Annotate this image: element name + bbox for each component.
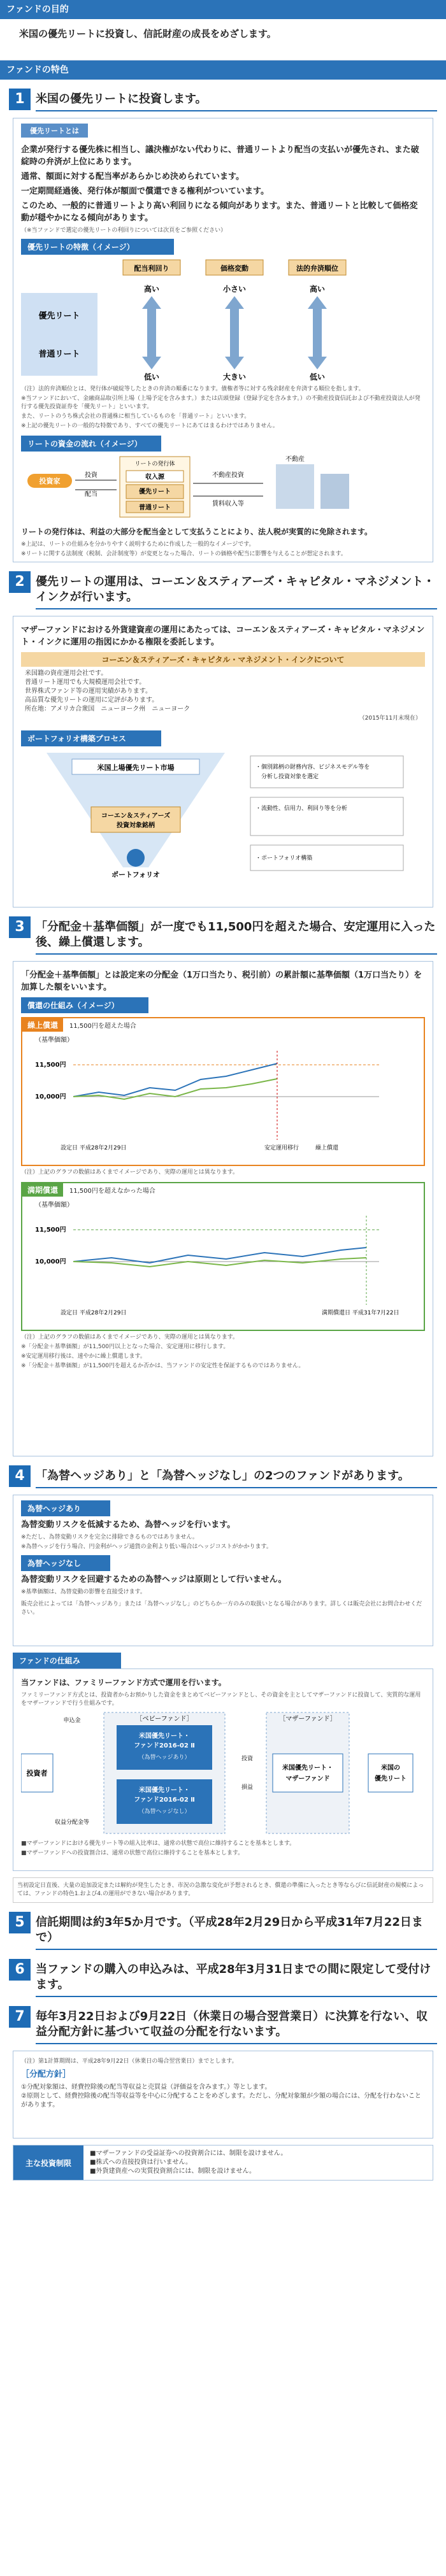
row-label-bg	[21, 293, 97, 376]
policy-title: ［分配方針］	[21, 2070, 71, 2079]
svg-text:設定日 平成28年2月29日: 設定日 平成28年2月29日	[61, 1310, 127, 1316]
svg-text:10,000円: 10,000円	[35, 1093, 66, 1100]
svg-text:（為替ヘッジなし）: （為替ヘッジなし）	[138, 1809, 191, 1815]
section-title: 毎年3月22日および9月22日（休業日の場合翌営業日）に決算を行ない、収益分配方針に基づいて収益の分配を行ないます。	[36, 2006, 437, 2044]
svg-text:分析し投資対象を選定: 分析し投資対象を選定	[255, 774, 319, 780]
note: ファミリーファンド方式とは、投資者からお預かりした資金をまとめてベビーファンドとし、その資金を主としてマザーファンドに投資して、実質的な運用をマザーファンドで行う仕組みです。	[21, 1692, 421, 1707]
restrictions	[13, 2145, 433, 2181]
image-title: 償還の仕組み（イメージ）	[21, 997, 148, 1013]
svg-text:ファンド2016-02 Ⅱ: ファンド2016-02 Ⅱ	[134, 1742, 195, 1749]
section-number: 5	[9, 1912, 31, 1933]
flow-text: リートの発行体は、利益の大部分を配当金として支払うことにより、法人税が実質的に免除されます。	[21, 527, 373, 536]
restriction-item: ■外貨建資産への実質投資割合には、制限を設けません。	[90, 2168, 256, 2175]
purpose-header: ファンドの目的	[0, 0, 446, 19]
svg-text:損益: 損益	[241, 1784, 254, 1791]
full-chart	[22, 1197, 405, 1324]
about-item: 世界株式ファンド等の運用実績があります。	[25, 688, 152, 695]
section-title: 「分配金＋基準価額」が一度でも11,500円を超えた場合、安定運用に入った後、繰上償還します。	[36, 916, 437, 955]
full-box	[21, 1182, 425, 1331]
process-diagram	[21, 746, 416, 880]
svg-text:ファンド2016-02 Ⅱ: ファンド2016-02 Ⅱ	[134, 1797, 195, 1804]
svg-text:投資: 投資	[241, 1756, 254, 1762]
svg-text:（基準価額）: （基準価額）	[35, 1037, 73, 1044]
bullet: 「分配金＋基準価額」とは設定来の分配金（1万口当たり、税引前）の累計額に基準価額（1万口当たり）を加算した額をいいます。	[21, 971, 422, 992]
note: ※安定運用移行後は、速やかに繰上償還します。	[21, 1353, 146, 1360]
mechanism-box	[13, 1669, 433, 1871]
svg-text:価格変動: 価格変動	[220, 264, 248, 273]
svg-text:繰上償還: 繰上償還	[315, 1145, 339, 1151]
svg-text:米国の: 米国の	[381, 1765, 400, 1772]
section-number: 4	[9, 1465, 31, 1487]
policy-item: ②原則として、経費控除後の配当等収益等を中心に分配することをめざします。ただし、分配対象額が少額の場合には、分配を行わないことがあります。	[21, 2093, 421, 2109]
disclaimer: 当初設定日直後、大量の追加設定または解約が発生したとき、市況の急激な変化が予想されるとき、償還の準備に入ったとき等ならびに信託財産の規模によっては、ファンドの特色1.および4.の運用ができない場合があります。	[13, 1877, 433, 1903]
features-header: ファンドの特色	[0, 60, 446, 80]
note: （注）上記のグラフの数値はあくまでイメージであり、実際の運用とは異なります。	[21, 1169, 239, 1176]
note: 販売会社によっては「為替ヘッジあり」または「為替ヘッジなし」のどちらか一方のみの取扱いとなる場合があります。詳しくは販売会社にお問合わせください。	[21, 1601, 422, 1616]
restrictions-label: 主な投資制限	[13, 2145, 83, 2180]
subhead: 優先リートとは	[21, 124, 88, 138]
section-7-box	[13, 2051, 433, 2138]
note: ※為替ヘッジを行う場合、円金利がヘッジ通貨の金利より低い場合はヘッジコストがかかります。	[21, 1544, 272, 1550]
section-2-box	[13, 616, 433, 907]
row-pref: 優先リート	[38, 311, 80, 321]
about-item: 米国籍の資産運用会社です。	[25, 670, 108, 677]
about-list	[21, 667, 425, 725]
svg-text:米国優先リート・: 米国優先リート・	[139, 1787, 190, 1794]
section-4-head	[9, 1465, 437, 1488]
section-3-box	[13, 961, 433, 1456]
svg-text:投資: 投資	[85, 472, 97, 479]
svg-text:（為替ヘッジあり）: （為替ヘッジあり）	[138, 1754, 191, 1761]
svg-text:法的弁済順位: 法的弁済順位	[296, 264, 338, 273]
note: ※上記の優先リートの一般的な特徴であり、すべての優先リートにあてはまるわけではありません。	[21, 423, 278, 429]
bullet: 企業が発行する優先株に相当し、議決権がない代わりに、普通リートより配当の支払いが優先され、また破綻時の弁済が上位にあります。	[21, 145, 419, 167]
note: ※ただし、為替変動リスクを完全に排除できるものではありません。	[21, 1534, 198, 1541]
section-3-head	[9, 916, 437, 955]
bullet: マザーファンドにおける外貨建資産の運用にあたっては、コーエン＆スティアーズ・キャピタル・マネジメント・インクに運用の指図にかかる権限を委託します。	[21, 625, 425, 647]
col-2	[206, 260, 263, 381]
svg-text:配当利回り: 配当利回り	[134, 264, 169, 273]
section-number: 1	[9, 89, 31, 110]
section-title: 信託期間は約3年5か月です。（平成28年2月29日から平成31年7月22日まで）	[36, 1912, 437, 1950]
section-6-head	[9, 1959, 437, 1997]
svg-text:普通リート: 普通リート	[139, 504, 171, 511]
section-title: 当ファンドの購入の申込みは、平成28年3月31日までの間に限定して受付けます。	[36, 1959, 437, 1997]
note: （※当ファンドで選定の優先リートの利回りについては次頁をご参照ください）	[21, 227, 227, 234]
svg-text:申込金: 申込金	[63, 1718, 81, 1724]
svg-text:配当: 配当	[85, 491, 97, 498]
svg-text:マザーファンド: マザーファンド	[285, 1775, 330, 1783]
about-item: 普通リート運用でも大規模運用会社です。	[25, 679, 146, 686]
section-title: 米国の優先リートに投資します。	[36, 89, 437, 111]
svg-text:・ポートフォリオ構築: ・ポートフォリオ構築	[255, 855, 313, 862]
svg-text:［ベビーファンド］: ［ベビーファンド］	[136, 1716, 193, 1723]
section-number: 6	[9, 1959, 31, 1981]
row-common: 普通リート	[38, 350, 80, 359]
svg-text:小さい: 小さい	[222, 285, 247, 294]
svg-text:（基準価額）: （基準価額）	[35, 1202, 73, 1209]
about-item: 所在地：アメリカ合衆国 ニューヨーク州 ニューヨーク	[25, 706, 191, 713]
section-7-head	[9, 2006, 437, 2044]
bullet: 為替変動リスクを回避するための為替ヘッジは原則として行いません。	[21, 1575, 287, 1584]
svg-text:リートの発行体: リートの発行体	[134, 461, 175, 467]
note: ※上記は、リートの仕組みを分かりやすく説明するために作成した一般的なイメージです。	[21, 541, 255, 548]
section-4-box	[13, 1495, 433, 1646]
section-number: 7	[9, 2006, 31, 2028]
note: また、リートのうち株式会社の普通株に相当しているものを「普通リート」といいます。	[21, 413, 250, 420]
note: ※基準価額は、為替変動の影響を直接受けます。	[21, 1589, 146, 1595]
about-item: 高品質な優先リートの運用に定評があります。	[25, 697, 159, 704]
svg-text:低い: 低い	[143, 373, 160, 381]
early-label: 繰上償還	[22, 1018, 63, 1032]
note: ■マザーファンドにおける優先リート等の組入比率は、通常の状態で高位に維持することを基本とします。	[21, 1840, 296, 1847]
note: ※「分配金＋基準価額」が11,500円を超えるか否かは、当ファンドの安定性を保証するものではありません。	[21, 1363, 305, 1369]
policy-item: ①分配対象額は、経費控除後の配当等収益と売買益（評価益を含みます。）等とします。	[21, 2084, 271, 2091]
svg-text:・流動性、信用力、利回り等を分析: ・流動性、信用力、利回り等を分析	[255, 806, 348, 812]
section-number: 3	[9, 916, 31, 938]
svg-text:投資対象銘柄: 投資対象銘柄	[117, 822, 155, 829]
section-1-box	[13, 118, 433, 562]
section-number: 2	[9, 571, 31, 593]
svg-text:投資者: 投資者	[26, 1769, 48, 1777]
about-note: （2015年11月末現在）	[359, 715, 421, 722]
hedge-no-label: 為替ヘッジなし	[21, 1555, 110, 1571]
restriction-item: ■株式への直接投資は行いません。	[90, 2159, 192, 2166]
note: ■マザーファンドへの投資割合は、通常の状態で高位に維持することを基本とします。	[21, 1850, 244, 1856]
svg-text:10,000円: 10,000円	[35, 1258, 66, 1265]
about-title: コーエン＆スティアーズ・キャピタル・マネジメント・インクについて	[21, 652, 425, 667]
svg-text:低い: 低い	[309, 373, 326, 381]
svg-text:優先リート: 優先リート	[375, 1775, 406, 1783]
svg-text:高い: 高い	[143, 285, 160, 294]
bullet: 為替変動リスクを低減するため、為替ヘッジを行います。	[21, 1520, 236, 1530]
svg-text:ポートフォリオ: ポートフォリオ	[111, 871, 161, 879]
flow-diagram	[21, 452, 416, 522]
svg-text:賃料収入等: 賃料収入等	[212, 501, 244, 508]
svg-text:米国上場優先リート市場: 米国上場優先リート市場	[97, 764, 175, 772]
col-1	[123, 260, 180, 381]
early-chart	[22, 1032, 405, 1159]
svg-text:大きい: 大きい	[222, 373, 247, 381]
svg-text:満期償還日 平成31年7月22日: 満期償還日 平成31年7月22日	[322, 1310, 399, 1316]
svg-text:収益分配金等: 収益分配金等	[54, 1819, 90, 1826]
svg-text:・個別銘柄の財務内容、ビジネスモデル等を: ・個別銘柄の財務内容、ビジネスモデル等を	[255, 764, 370, 771]
full-label: 満期償還	[22, 1183, 63, 1197]
svg-text:優先リート: 優先リート	[139, 488, 171, 495]
note: （注）第1計算期間は、平成28年9月22日（休業日の場合翌営業日）までとします。	[21, 2058, 238, 2065]
note: ※当ファンドにおいて、金融商品取引所上場（上場予定を含みます。）または店頭登録（登録予定を含みます。）の不動産投資信託および不動産投資法人が発行する優先投資証券を「優先リート」といいます。	[21, 395, 421, 410]
section-1-head	[9, 89, 437, 111]
full-sub: 11,500円を超えなかった場合	[69, 1188, 155, 1195]
section-title: 優先リートの運用は、コーエン＆スティアーズ・キャピタル・マネジメント・インクが行います。	[36, 571, 437, 609]
early-sub: 11,500円を超えた場合	[69, 1023, 136, 1030]
svg-text:不動産投資: 不動産投資	[212, 472, 244, 479]
bullet: このため、一般的に普通リートより高い利回りになる傾向があります。また、普通リートと比較して価格変動が穏やかになる傾向があります。	[21, 201, 418, 223]
svg-text:高い: 高い	[309, 285, 326, 294]
svg-text:安定運用移行: 安定運用移行	[264, 1145, 299, 1151]
mechanism-title: ファンドの仕組み	[13, 1653, 121, 1669]
restriction-item: ■マザーファンドの受益証券への投資割合には、制限を設けません。	[90, 2150, 287, 2157]
image-title: 優先リートの特徴（イメージ）	[21, 239, 174, 255]
svg-text:コーエン＆スティアーズ: コーエン＆スティアーズ	[101, 813, 171, 820]
svg-text:［マザーファンド］: ［マザーファンド］	[279, 1716, 336, 1723]
section-2-head	[9, 571, 437, 609]
note: ※リートに関する法制度（税制、会計制度等）が変更となった場合、リートの価格や配当に影響を与えることが想定されます。	[21, 551, 347, 557]
svg-text:投資家: 投資家	[39, 477, 61, 485]
pref-reit-diagram	[21, 255, 416, 382]
flow-title: リートの資金の流れ（イメージ）	[21, 436, 161, 452]
process-title: ポートフォリオ構築プロセス	[21, 730, 161, 746]
note: （注）法的弁済順位とは、発行体が破綻等したときの弁済の順番になります。債権者等に対する残余財産を弁済する順位を指します。	[21, 386, 364, 392]
svg-text:不動産: 不動産	[285, 456, 305, 463]
col-3	[289, 260, 346, 381]
note: （注）上記のグラフの数値はあくまでイメージであり、実際の運用とは異なります。	[21, 1334, 239, 1341]
section-5-head	[9, 1912, 437, 1950]
section-title: 「為替ヘッジあり」と「為替ヘッジなし」の2つのファンドがあります。	[36, 1465, 437, 1488]
restrictions-list	[83, 2145, 293, 2180]
hedge-yes-label: 為替ヘッジあり	[21, 1500, 110, 1516]
note: ※「分配金＋基準価額」が11,500円以上となった場合、安定運用に移行します。	[21, 1344, 229, 1350]
bullet: 一定期間経過後、発行体が額面で償還できる権利がついています。	[21, 187, 269, 196]
svg-text:米国優先リート・: 米国優先リート・	[139, 1733, 190, 1740]
early-box	[21, 1017, 425, 1166]
svg-text:収入源: 収入源	[145, 474, 164, 481]
mechanism-diagram	[21, 1709, 416, 1837]
svg-text:11,500円: 11,500円	[35, 1227, 66, 1234]
svg-text:米国優先リート・: 米国優先リート・	[282, 1765, 333, 1772]
bullet: 通常、額面に対する配当率があらかじめ決められています。	[21, 172, 244, 181]
svg-text:11,500円: 11,500円	[35, 1062, 66, 1069]
svg-text:設定日 平成28年2月29日: 設定日 平成28年2月29日	[61, 1145, 127, 1151]
purpose-text: 米国の優先リートに投資し、信託財産の成長をめざします。	[0, 19, 446, 60]
bullet: 当ファンドは、ファミリーファンド方式で運用を行います。	[21, 1678, 226, 1687]
